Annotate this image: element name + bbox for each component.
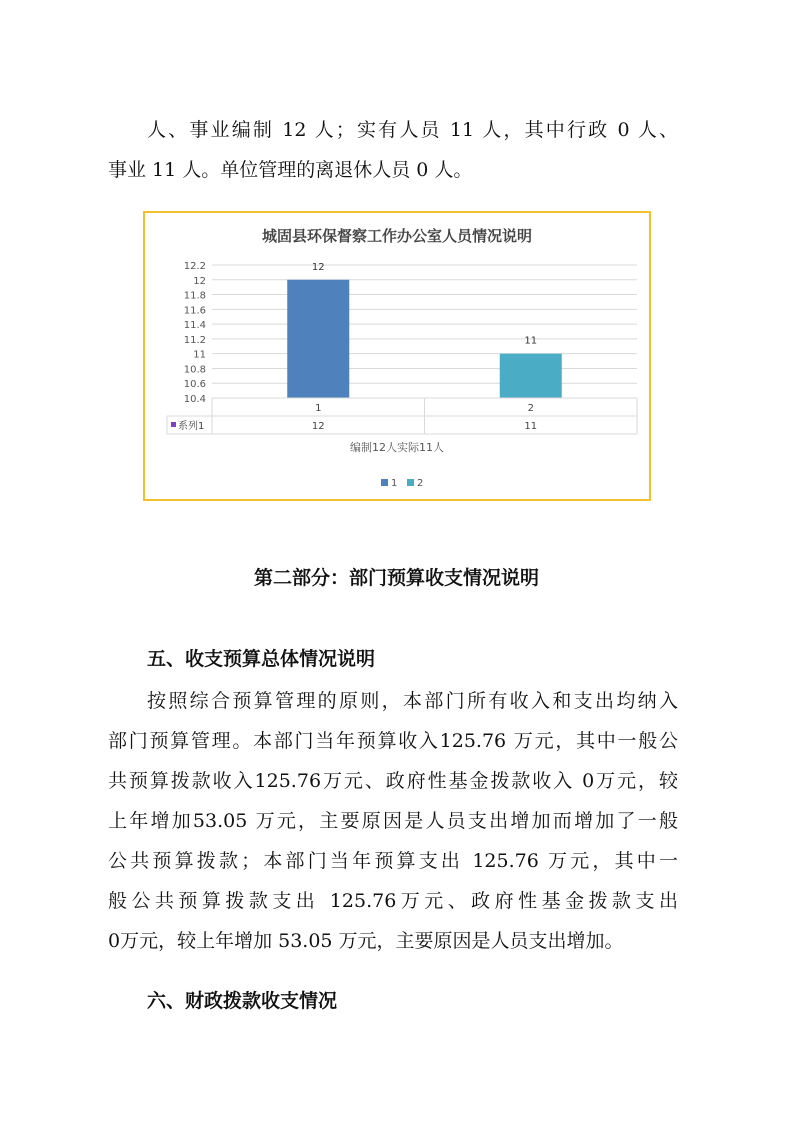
table-value: 12 [311, 421, 325, 432]
series-key [171, 422, 176, 427]
table-value: 11 [524, 421, 538, 432]
x-tick-label: 1 [315, 403, 322, 414]
section-5-line: 共预算拨款收入125.76万元、政府性基金拨款收入 0万元，较 [108, 770, 678, 792]
intro-line-1: 人、事业编制 12 人；实有人员 11 人，其中行政 0 人、 [147, 119, 678, 141]
x-tick-label: 2 [527, 403, 534, 414]
staff-chart [143, 211, 651, 501]
bar [500, 354, 562, 398]
y-tick-label: 12 [193, 275, 206, 287]
intro-paragraph [108, 110, 678, 190]
intro-line-2: 事业 11 人。单位管理的离退休人员 0 人。 [108, 159, 473, 181]
y-tick-label: 10.4 [183, 394, 206, 405]
section-5-line: 公共预算拨款；本部门当年预算支出 125.76 万元，其中一 [108, 850, 678, 872]
legend-swatch [381, 479, 388, 486]
section-5-line: 部门预算管理。本部门当年预算收入125.76 万元，其中一般公 [108, 730, 678, 752]
series-name: 系列1 [178, 421, 205, 432]
y-tick-label: 11 [193, 349, 206, 361]
y-tick-label: 11.2 [183, 334, 206, 346]
y-tick-label: 12.2 [183, 261, 206, 272]
section-5-title: 五、收支预算总体情况说明 [147, 648, 376, 670]
data-label: 11 [524, 335, 538, 347]
y-tick-label: 10.6 [183, 379, 206, 391]
y-tick-label: 11.8 [183, 290, 206, 302]
section-5-body [108, 681, 678, 961]
data-label: 12 [311, 261, 325, 273]
bar [287, 280, 349, 398]
legend-label: 2 [417, 478, 424, 489]
chart-canvas [145, 213, 649, 499]
y-tick-label: 11.6 [183, 305, 206, 317]
section-5-line: 上年增加53.05 万元，主要原因是人员支出增加而增加了一般 [108, 810, 678, 832]
y-tick-label: 11.4 [183, 320, 206, 332]
legend-label: 1 [391, 478, 398, 489]
x-axis-label: 编制12人实际11人 [350, 441, 444, 454]
section-5-line: 般公共预算拨款支出 125.76万元、政府性基金拨款支出 [108, 890, 678, 912]
y-tick-label: 10.8 [183, 364, 206, 376]
section-5-line: 按照综合预算管理的原则，本部门所有收入和支出均纳入 [147, 690, 678, 712]
section-5-line: 0万元，较上年增加 53.05 万元，主要原因是人员支出增加。 [108, 930, 624, 952]
section-6-title: 六、财政拨款收支情况 [147, 990, 338, 1012]
legend-swatch [407, 479, 414, 486]
chart-title: 城固县环保督察工作办公室人员情况说明 [261, 227, 533, 245]
section-2-title: 第二部分：部门预算收支情况说明 [253, 567, 539, 589]
